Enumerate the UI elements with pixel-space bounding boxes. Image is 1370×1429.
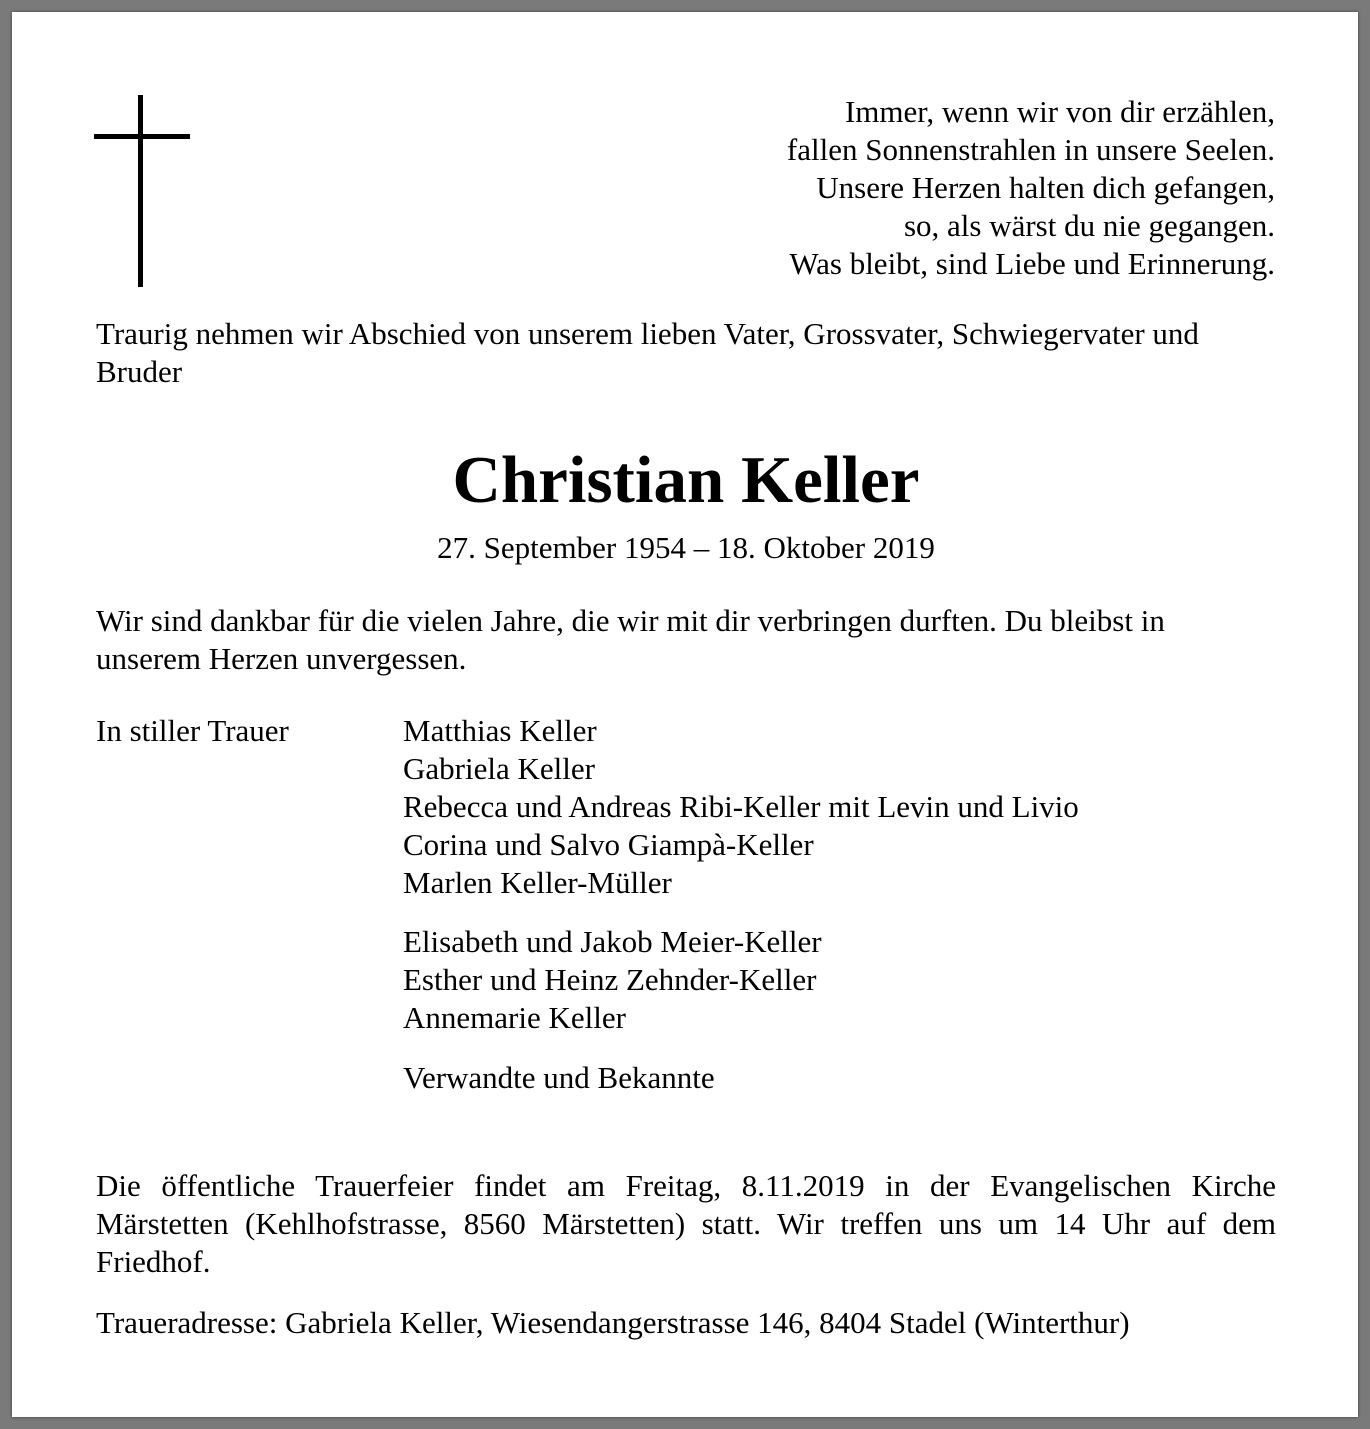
cross-icon	[94, 95, 190, 287]
cross-vertical-bar	[138, 95, 143, 287]
mourner-name: Corina und Salvo Giampà-Keller	[403, 827, 814, 862]
mourner-name: Annemarie Keller	[403, 1000, 626, 1035]
mourner-name: Esther und Heinz Zehnder-Keller	[403, 962, 817, 997]
poem	[787, 93, 1275, 283]
mourner-name: Matthias Keller	[403, 713, 597, 748]
poem-line: Immer, wenn wir von dir erzählen,	[844, 94, 1275, 129]
cross-horizontal-bar	[94, 134, 190, 139]
life-dates: 27. September 1954 – 18. Oktober 2019	[437, 530, 935, 565]
mourners-group-family	[403, 712, 1079, 902]
mourners-group-siblings	[403, 923, 822, 1037]
obituary-page	[12, 12, 1358, 1417]
thanks-text: Wir sind dankbar für die vielen Jahre, die wir mit dir verbringen durften. Du bleibst in unserem Herzen unvergessen.	[96, 603, 1165, 676]
mourners-group-relatives	[403, 1059, 715, 1097]
poem-line: Was bleibt, sind Liebe und Erinnerung.	[789, 246, 1275, 281]
poem-line: Unsere Herzen halten dich gefangen,	[816, 170, 1275, 205]
mourner-name: Verwandte und Bekannte	[403, 1060, 715, 1095]
mourner-name: Elisabeth und Jakob Meier-Keller	[403, 924, 822, 959]
mourner-name: Gabriela Keller	[403, 751, 595, 786]
mourning-address: Traueradresse: Gabriela Keller, Wiesendangerstrasse 146, 8404 Stadel (Winterthur)	[96, 1305, 1130, 1340]
deceased-name: Christian Keller	[452, 443, 920, 517]
mourner-name: Marlen Keller-Müller	[403, 865, 672, 900]
mourning-label: In stiller Trauer	[96, 713, 289, 748]
mourner-name: Rebecca und Andreas Ribi-Keller mit Levin und Livio	[403, 789, 1079, 824]
poem-line: fallen Sonnenstrahlen in unsere Seelen.	[786, 132, 1275, 167]
poem-line: so, als wärst du nie gegangen.	[903, 208, 1275, 243]
service-info: Die öffentliche Trauerfeier findet am Freitag, 8.11.2019 in der Evangelischen Kirche Märstetten (Kehlhofstrasse, 8560 Märstetten) statt. Wir treffen uns um 14 Uhr auf dem Friedhof.	[96, 1168, 1276, 1279]
intro-text: Traurig nehmen wir Abschied von unserem lieben Vater, Grossvater, Schwiegervater und Bruder	[96, 316, 1199, 389]
